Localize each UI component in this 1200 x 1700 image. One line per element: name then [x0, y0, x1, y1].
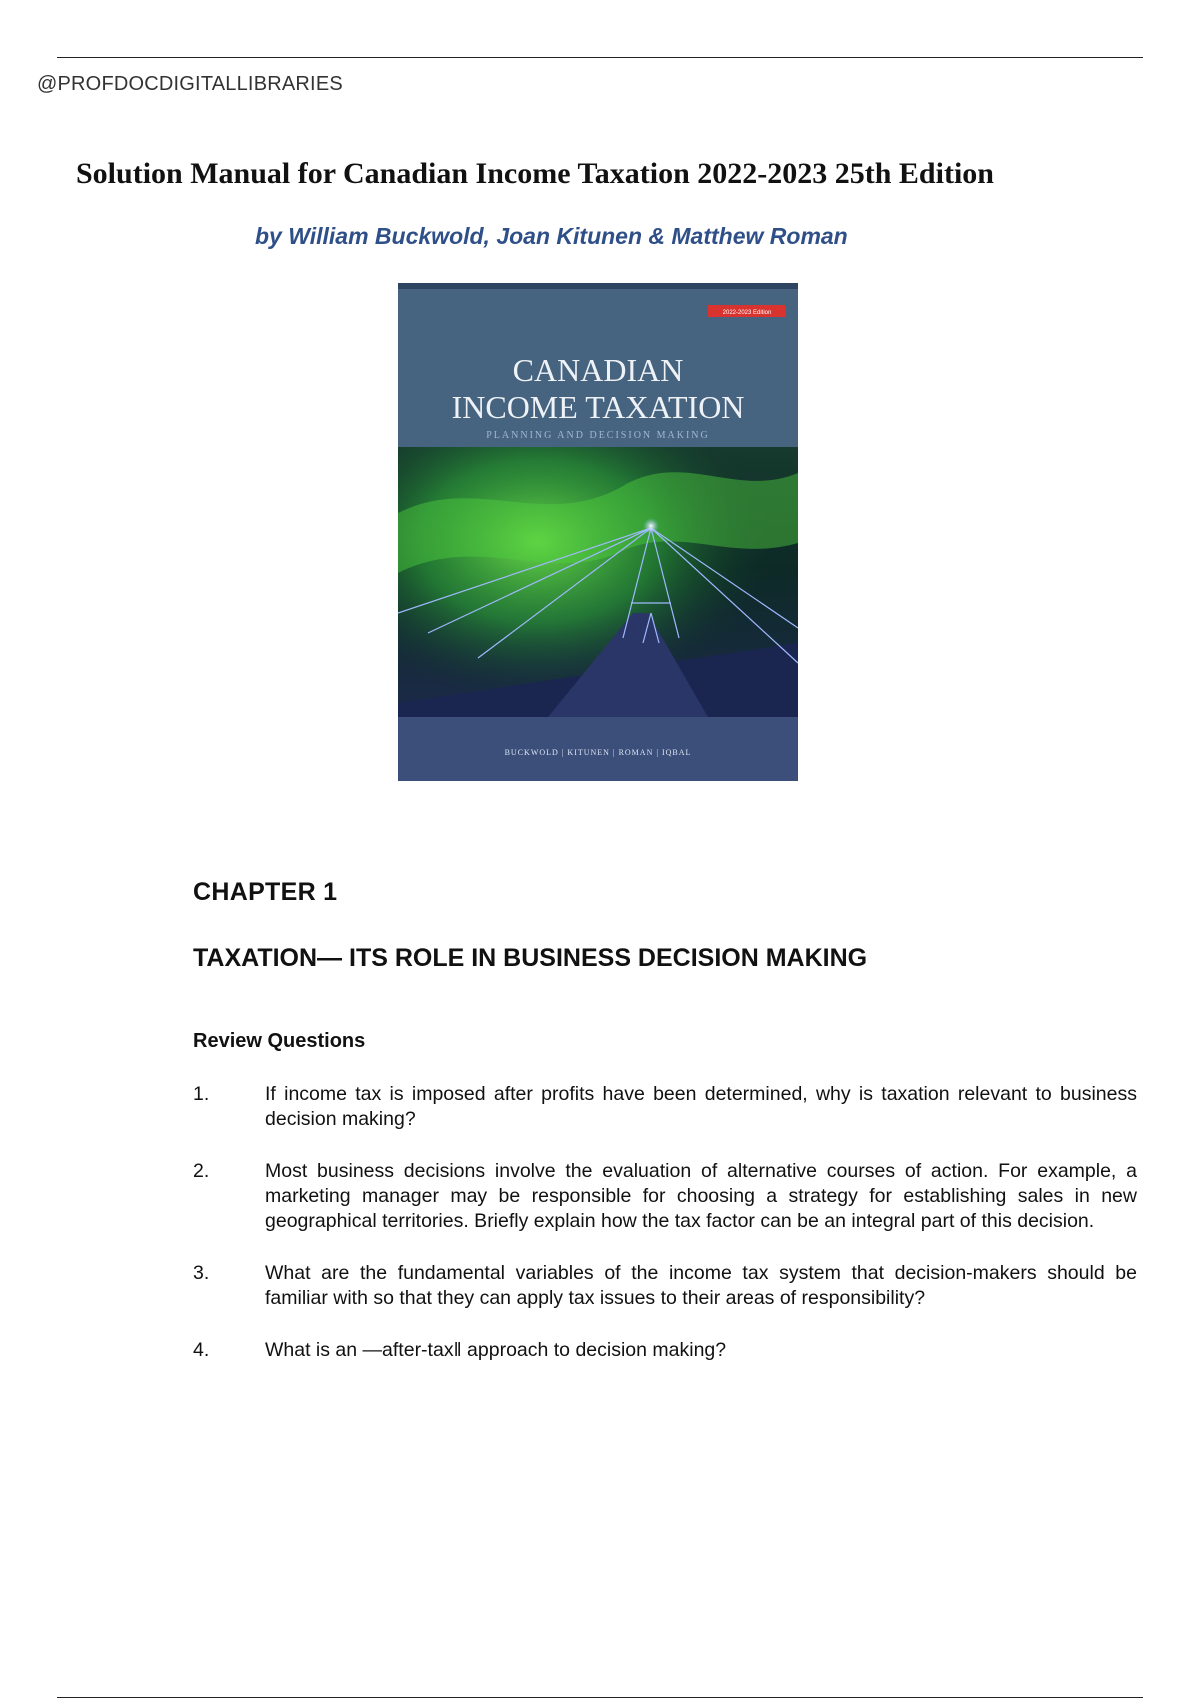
- cover-badge-text: 2022-2023 Edition: [722, 310, 772, 316]
- source-handle: @PROFDOCDIGITALLIBRARIES: [37, 73, 343, 95]
- list-item: [193, 1082, 1137, 1132]
- question-text: What is an ―after-tax‖ approach to decision making?: [265, 1339, 727, 1361]
- cover-title-line1: CANADIAN: [512, 352, 684, 388]
- book-cover-image: [398, 283, 798, 781]
- list-item: [193, 1261, 1137, 1311]
- top-rule: [57, 57, 1143, 58]
- question-number: 1.: [193, 1083, 210, 1105]
- cover-authors: BUCKWOLD | KITUNEN | ROMAN | IQBAL: [504, 748, 692, 757]
- section-heading: Review Questions: [193, 1030, 366, 1052]
- list-item: [193, 1159, 1137, 1234]
- bottom-rule: [57, 1697, 1143, 1698]
- document-authors: by William Buckwold, Joan Kitunen & Matthew Roman: [255, 223, 848, 249]
- chapter-label: CHAPTER 1: [193, 878, 338, 906]
- cover-title-line2: INCOME TAXATION: [451, 389, 745, 425]
- question-text: Most business decisions involve the evaluation of alternative courses of action. For example, a marketing manager may be responsible for choosing a strategy for establishing sales in new geographical territories. Briefly explain how the tax factor can be an integral part of this decision.: [265, 1160, 1137, 1232]
- review-questions-list: [193, 1082, 1137, 1390]
- question-number: 4.: [193, 1339, 210, 1361]
- list-item: [193, 1338, 1137, 1363]
- question-text: What are the fundamental variables of the income tax system that decision-makers should be familiar with so that they can apply tax issues to their areas of responsibility?: [265, 1262, 1137, 1309]
- cover-top-edge: [398, 283, 798, 289]
- question-text: If income tax is imposed after profits have been determined, why is taxation relevant to business decision making?: [265, 1083, 1137, 1130]
- cover-subtitle: PLANNING AND DECISION MAKING: [486, 430, 710, 441]
- document-title: Solution Manual for Canadian Income Taxation 2022-2023 25th Edition: [76, 157, 994, 190]
- question-number: 3.: [193, 1262, 210, 1284]
- chapter-title: TAXATION— ITS ROLE IN BUSINESS DECISION MAKING: [193, 944, 868, 972]
- question-number: 2.: [193, 1160, 210, 1182]
- cover-bridge-light: [643, 518, 659, 534]
